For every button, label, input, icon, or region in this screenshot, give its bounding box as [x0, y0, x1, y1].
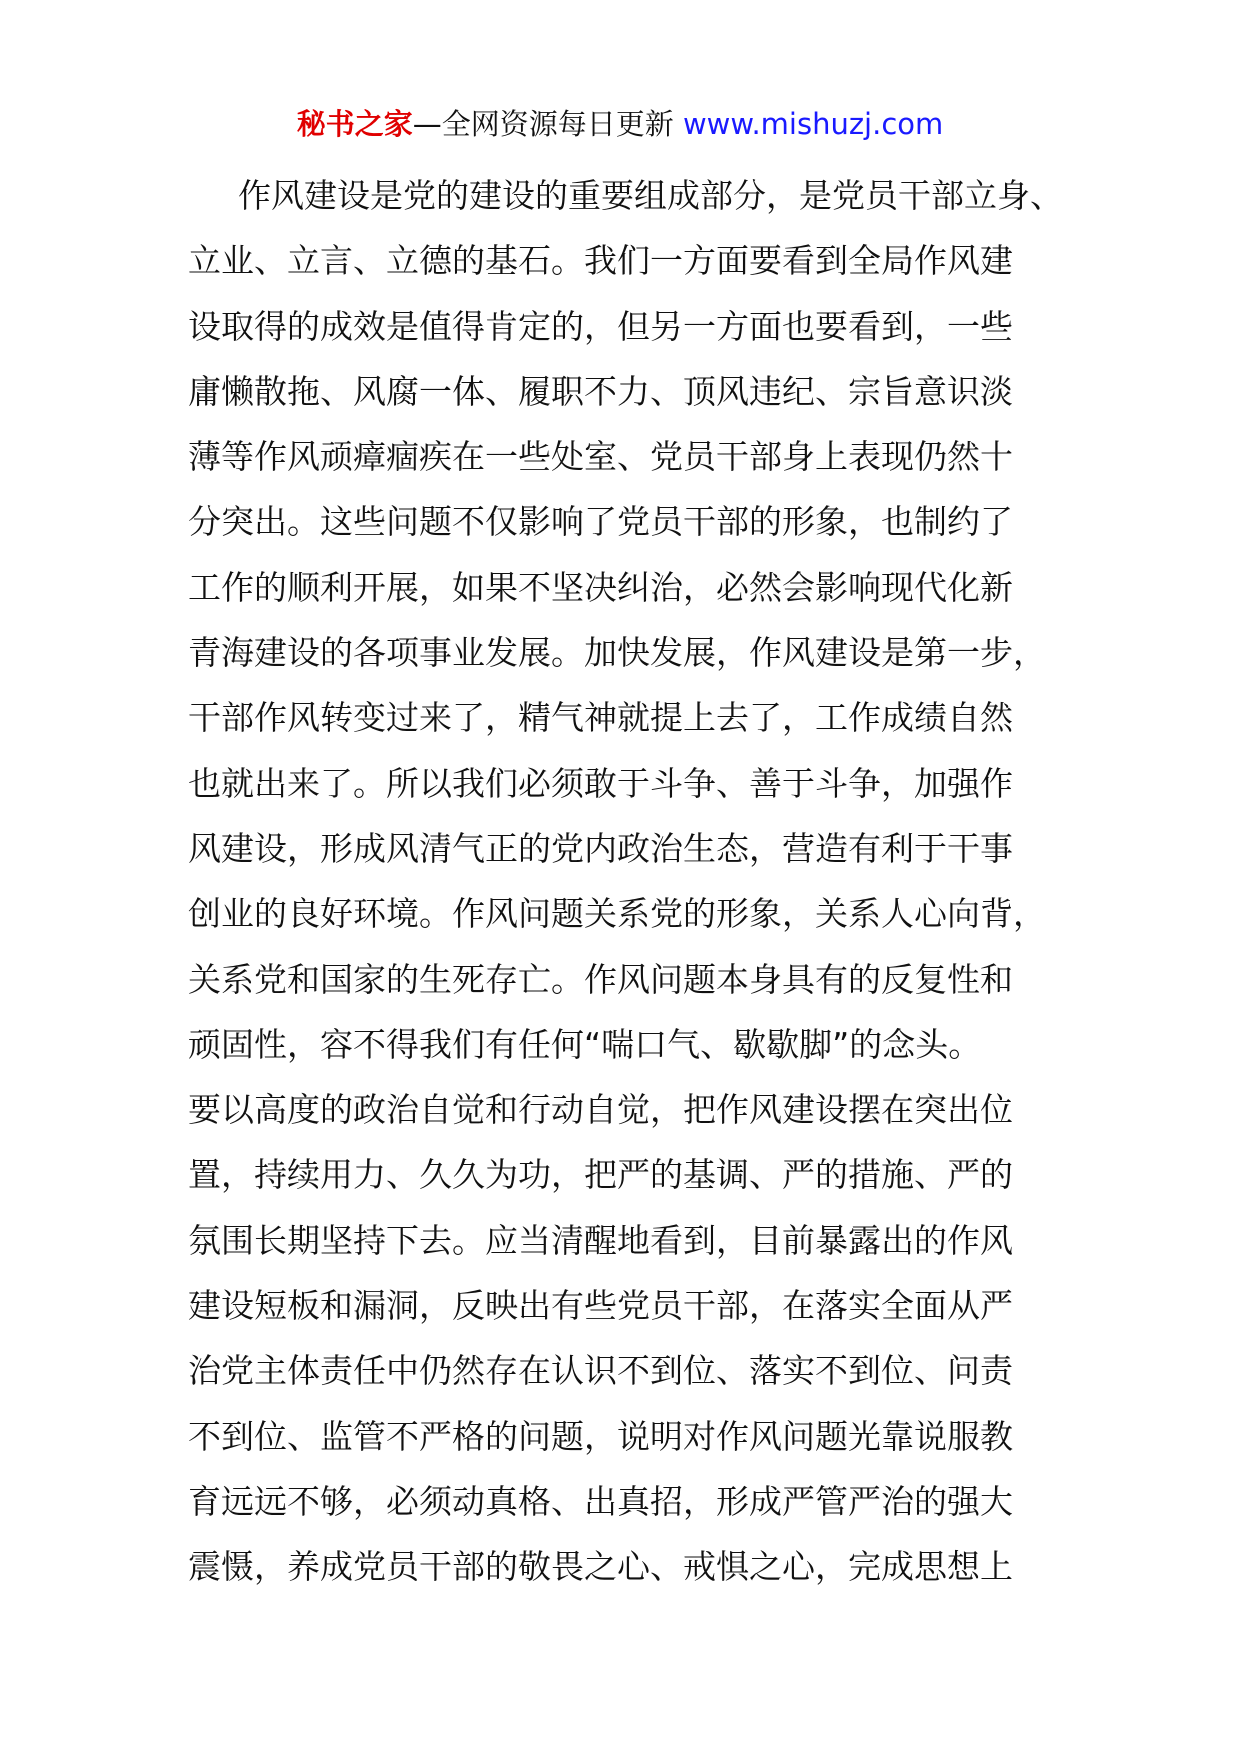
paragraph-line: 顽固性，容不得我们有任何“喘口气、歇歇脚”的念头。 — [188, 1024, 982, 1064]
paragraph-line: 建设短板和漏洞，反映出有些党员干部，在落实全面从严 — [188, 1286, 1013, 1326]
paragraph-line: 氛围长期坚持下去。应当清醒地看到，目前暴露出的作风 — [188, 1220, 1013, 1260]
paragraph-line: 作风建设是党的建设的重要组成部分，是党员干部立身、 — [238, 176, 1063, 215]
paragraph-line: 不到位、监管不严格的问题，说明对作风问题光靠说服教 — [188, 1416, 1013, 1456]
website-link[interactable]: www.mishuzj.com — [682, 107, 944, 141]
page-header — [0, 102, 1240, 146]
paragraph-line: 分突出。这些问题不仅影响了党员干部的形象，也制约了 — [188, 502, 1013, 542]
paragraph-line: 薄等作风顽瘴痼疾在一些处室、党员干部身上表现仍然十 — [188, 437, 1013, 477]
paragraph-line: 干部作风转变过来了，精气神就提上去了，工作成绩自然 — [188, 698, 1013, 738]
paragraph-line: 置，持续用力、久久为功，把严的基调、严的措施、严的 — [188, 1155, 1013, 1195]
paragraph-line: 要以高度的政治自觉和行动自觉，把作风建设摆在突出位 — [188, 1090, 1013, 1130]
header-tagline: —全网资源每日更新 — [412, 107, 683, 141]
paragraph-line: 治党主体责任中仍然存在认识不到位、落实不到位、问责 — [188, 1351, 1013, 1391]
paragraph-line: 设取得的成效是值得肯定的，但另一方面也要看到，一些 — [188, 306, 1013, 346]
brand-name: 秘书之家 — [296, 107, 413, 141]
document-body — [188, 163, 1068, 1600]
paragraph-line: 立业、立言、立德的基石。我们一方面要看到全局作风建 — [188, 241, 1013, 281]
paragraph-line: 也就出来了。所以我们必须敢于斗争、善于斗争，加强作 — [188, 763, 1013, 803]
paragraph-line: 庸懒散拖、风腐一体、履职不力、顶风违纪、宗旨意识淡 — [188, 371, 1013, 411]
paragraph-line: 青海建设的各项事业发展。加快发展，作风建设是第一步， — [188, 633, 1046, 673]
paragraph-line: 工作的顺利开展，如果不坚决纠治，必然会影响现代化新 — [188, 567, 1013, 607]
paragraph-line: 震慑，养成党员干部的敬畏之心、戒惧之心，完成思想上 — [188, 1547, 1013, 1587]
paragraph-line: 关系党和国家的生死存亡。作风问题本身具有的反复性和 — [188, 959, 1013, 999]
paragraph-line: 创业的良好环境。作风问题关系党的形象，关系人心向背， — [188, 894, 1046, 934]
paragraph-line: 育远远不够，必须动真格、出真招，形成严管严治的强大 — [188, 1481, 1013, 1521]
paragraph-line: 风建设，形成风清气正的党内政治生态，营造有利于干事 — [188, 828, 1013, 868]
